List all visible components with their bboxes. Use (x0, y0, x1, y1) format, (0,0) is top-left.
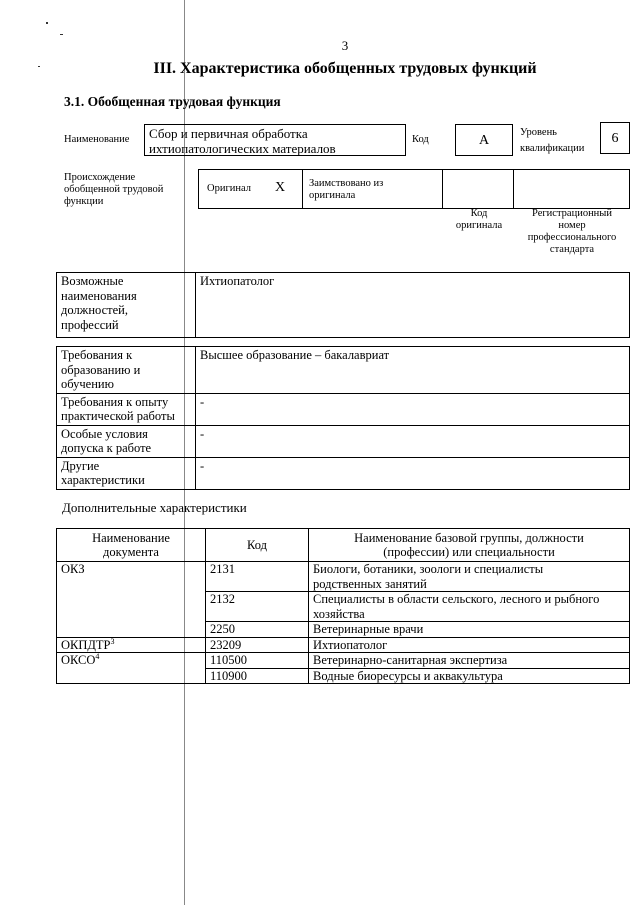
reg-caption-line1: Регистрационный (532, 208, 612, 219)
row-name-line2: родственных занятий (313, 576, 427, 591)
positions-label-line2: наименования (61, 288, 137, 303)
row-doc: ОКЗ (57, 562, 206, 638)
row-name (309, 562, 630, 592)
positions-label-line4: профессий (61, 317, 119, 332)
additional-header-row (57, 529, 630, 562)
code-box (455, 124, 513, 156)
code-original-caption (440, 208, 518, 232)
requirement-value: Высшее образование – бакалавриат (196, 347, 630, 394)
header-doc-line1: Наименование (92, 530, 170, 545)
row-doc (57, 653, 206, 684)
requirement-label (57, 347, 196, 394)
requirement-row (57, 393, 630, 425)
requirement-label-line: Особые условия (61, 426, 148, 441)
positions-label (57, 273, 196, 338)
row-name-line1: Специалисты в области сельского, лесного и рыбного (313, 592, 600, 606)
header-doc-line2: документа (103, 545, 159, 559)
level-value: 6 (611, 131, 619, 146)
reg-caption-line2: номер (558, 220, 586, 231)
header-name-line1: Наименование базовой группы, должности (354, 530, 584, 545)
row-doc-text: ОКСО (61, 653, 96, 667)
origin-box (198, 169, 630, 209)
section-title: III. Характеристика обобщенных трудовых функций (153, 60, 537, 77)
requirements-table (56, 346, 630, 490)
row-name: Ихтиопатолог (309, 637, 630, 653)
origin-label-line2: обобщенной трудовой (64, 184, 164, 195)
row-code: 2250 (206, 622, 309, 638)
positions-label-line3: должностей, (61, 303, 128, 317)
row-name: Ветеринарно-санитарная экспертиза (309, 653, 630, 669)
table-row (57, 562, 630, 592)
additional-heading: Дополнительные характеристики (62, 500, 247, 515)
requirement-label-line: характеристики (61, 473, 145, 487)
table-row (57, 637, 630, 653)
requirement-row (57, 347, 630, 394)
function-name-line1: Сбор и первичная обработка (149, 126, 308, 141)
row-name: Ветеринарные врачи (309, 622, 630, 638)
row-code: 2132 (206, 592, 309, 622)
code-original-caption-line1: Код (470, 208, 488, 219)
row-code: 2131 (206, 562, 309, 592)
positions-table (56, 272, 630, 338)
row-doc-text: ОКПДТР (61, 637, 111, 652)
positions-label-line1: Возможные (61, 274, 124, 288)
requirement-label-line: практической работы (61, 409, 175, 423)
requirement-label-line: Требования к опыту (61, 394, 169, 409)
footnote-ref: 4 (95, 651, 100, 661)
subsection-title: 3.1. Обобщенная трудовая функция (64, 94, 281, 109)
row-code: 23209 (206, 637, 309, 653)
requirement-label (57, 425, 196, 457)
name-label: Наименование (64, 134, 130, 145)
requirement-value: - (196, 393, 630, 425)
requirement-label (57, 393, 196, 425)
borrowed-line2: оригинала (309, 190, 356, 201)
row-doc (57, 637, 206, 653)
positions-value: Ихтиопатолог (196, 273, 630, 338)
header-code: Код (206, 529, 309, 562)
function-name-box (144, 124, 406, 156)
reg-caption-line3: профессионального (527, 232, 617, 243)
code-original-caption-line2: оригинала (455, 220, 503, 231)
header-name-line2: (профессии) или специальности (383, 545, 555, 559)
row-name: Водные биоресурсы и аквакультура (309, 668, 630, 684)
requirement-label-line: допуска к работе (61, 441, 152, 455)
original-label: Оригинал (207, 183, 251, 194)
row-code: 110900 (206, 668, 309, 684)
row-name-line2: хозяйства (313, 606, 365, 621)
additional-table (56, 528, 630, 684)
original-mark: Х (275, 180, 286, 195)
requirement-row (57, 425, 630, 457)
requirement-value: - (196, 457, 630, 489)
borrowed-line1: Заимствовано из (309, 178, 384, 189)
code-label: Код (412, 134, 429, 145)
requirement-value: - (196, 425, 630, 457)
reg-number-caption (514, 208, 630, 256)
table-row (57, 653, 630, 669)
origin-label-line3: функции (64, 196, 104, 207)
scan-speck (60, 34, 63, 35)
borrowed-label (309, 178, 383, 202)
requirement-label-line: образованию и (61, 362, 141, 377)
row-name (309, 592, 630, 622)
reg-caption-line4: стандарта (549, 244, 595, 255)
footnote-ref: 3 (110, 636, 115, 646)
requirement-label-line: обучению (61, 377, 114, 391)
function-name-line2: ихтиопатологических материалов (149, 141, 336, 156)
level-label-line2: квалификации (520, 143, 585, 154)
requirement-label-line: Требования к (61, 348, 133, 362)
level-label-line1: Уровень (520, 127, 557, 138)
level-label (520, 127, 584, 155)
code-value: А (478, 133, 490, 148)
row-code: 110500 (206, 653, 309, 669)
requirement-label (57, 457, 196, 489)
row-name-line1: Биологи, ботаники, зоологи и специалисты (313, 562, 544, 576)
header-name (309, 529, 630, 562)
page-number: 3 (341, 38, 349, 53)
scan-speck (46, 22, 48, 24)
requirement-label-line: Другие (61, 458, 100, 473)
origin-label (64, 172, 163, 208)
requirement-row (57, 457, 630, 489)
level-box (600, 122, 630, 154)
header-doc (57, 529, 206, 562)
origin-label-line1: Происхождение (64, 172, 136, 183)
